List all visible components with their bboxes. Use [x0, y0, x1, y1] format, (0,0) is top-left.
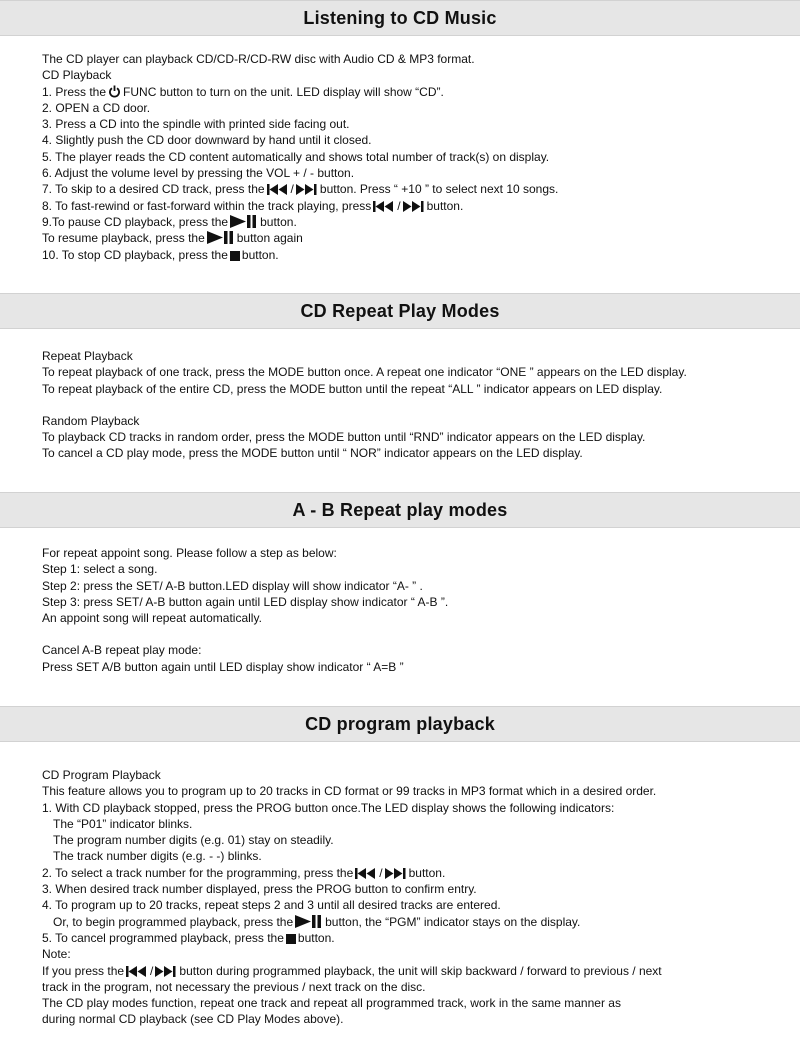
skip-forward-icon: [403, 200, 425, 216]
line-text: 9.To pause CD playback, press the: [42, 214, 229, 229]
section-body: [42, 51, 782, 263]
line-text: /: [397, 198, 401, 213]
text-line: To repeat playback of the entire CD, press the MODE button until the repeat “ALL ” indicator appears on LED display.: [42, 381, 663, 396]
line-text: button again: [236, 231, 303, 246]
text-line: The track number digits (e.g. - -) blinks.: [53, 849, 262, 864]
text-line: 2. OPEN a CD door.: [42, 100, 151, 115]
text-line: An appoint song will repeat automatically.: [42, 611, 262, 626]
paragraph-gap: [42, 626, 782, 642]
section-header: [0, 492, 800, 528]
text-line: The CD play modes function, repeat one track and repeat all programmed track, work in the same manner as: [42, 996, 621, 1011]
text-line: To cancel a CD play mode, press the MODE button until “ NOR” indicator appears on the LED display.: [42, 446, 583, 461]
text-line: The CD player can playback CD/CD-R/CD-RW disc with Audio CD & MP3 format.: [42, 52, 475, 66]
text-line: 6. Adjust the volume level by pressing the VOL + / - button.: [42, 166, 355, 181]
line-text: Or, to begin programmed playback, press the: [53, 914, 294, 929]
line-text: button, the “PGM” indicator stays on the display.: [325, 914, 581, 929]
text-line: 4. Slightly push the CD door downward by hand until it closed.: [42, 133, 372, 148]
line-text: button. Press “ +10 ” to select next 10 songs.: [319, 182, 559, 197]
text-line: [42, 230, 782, 246]
paragraph-gap: [42, 397, 782, 413]
line-text: /: [290, 182, 294, 197]
line-text: button.: [241, 247, 279, 262]
text-line: [42, 214, 782, 230]
text-line: CD Playback: [42, 68, 112, 83]
section-body: [42, 348, 782, 462]
text-line: Random Playback: [42, 413, 140, 428]
section-header: [0, 0, 800, 36]
line-text: button.: [426, 198, 464, 213]
line-text: button.: [408, 865, 446, 880]
section-title: CD Repeat Play Modes: [300, 300, 500, 321]
line-text: 1. Press the: [42, 84, 107, 99]
text-line: The “P01” indicator blinks.: [53, 816, 193, 831]
section-title: A - B Repeat play modes: [292, 499, 508, 520]
text-line: CD Program Playback: [42, 768, 161, 782]
line-text: If you press the: [42, 963, 125, 978]
text-line: Repeat Playback: [42, 349, 133, 363]
line-text: button.: [297, 930, 335, 945]
text-line: [42, 198, 782, 214]
text-line: 3. When desired track number displayed, press the PROG button to confirm entry.: [42, 882, 477, 897]
line-text: 8. To fast-rewind or fast-forward within the track playing, press: [42, 198, 372, 213]
text-line: To repeat playback of one track, press the MODE button once. A repeat one indicator “ONE ” appears on the LED display.: [42, 365, 687, 380]
section-title: Listening to CD Music: [303, 7, 497, 28]
section-header: [0, 706, 800, 742]
stop-icon: [286, 932, 296, 948]
text-line: 5. The player reads the CD content automatically and shows total number of track(s) on display.: [42, 149, 550, 164]
line-text: 10. To stop CD playback, press the: [42, 247, 228, 262]
text-line: This feature allows you to program up to 20 tracks in CD format or 99 tracks in MP3 format which in a desired order.: [42, 784, 657, 799]
text-line: [42, 930, 782, 946]
text-line: For repeat appoint song. Please follow a step as below:: [42, 546, 337, 560]
text-line: [42, 914, 782, 930]
line-text: To resume playback, press the: [42, 231, 205, 246]
line-text: button during programmed playback, the unit will skip backward / forward to previous / next: [179, 963, 662, 978]
text-line: [42, 84, 782, 100]
line-text: FUNC button to turn on the unit. LED display will show “CD”.: [123, 84, 444, 99]
text-line: [42, 247, 782, 263]
text-line: [42, 963, 782, 979]
text-line: track in the program, not necessary the previous / next track on the disc.: [42, 979, 426, 994]
text-line: Step 3: press SET/ A-B button again until LED display show indicator “ A-B ”.: [42, 594, 449, 609]
section-body: [42, 545, 782, 675]
section-title: CD program playback: [305, 713, 495, 734]
stop-icon: [230, 249, 240, 265]
section-header: [0, 293, 800, 329]
text-line: during normal CD playback (see CD Play Modes above).: [42, 1012, 344, 1027]
play-pause-icon: [207, 231, 235, 248]
text-line: Step 1: select a song.: [42, 562, 158, 577]
text-line: 4. To program up to 20 tracks, repeat steps 2 and 3 until all desired tracks are entered.: [42, 898, 501, 913]
line-text: /: [379, 865, 383, 880]
text-line: Press SET A/B button again until LED display show indicator “ A=B ”: [42, 659, 404, 674]
text-line: The program number digits (e.g. 01) stay on steadily.: [53, 833, 334, 848]
text-line: [42, 181, 782, 197]
line-text: 2. To select a track number for the programming, press the: [42, 865, 354, 880]
line-text: button.: [260, 214, 297, 229]
text-line: To playback CD tracks in random order, press the MODE button until “RND” indicator appears on the LED display.: [42, 430, 646, 445]
text-line: Cancel A-B repeat play mode:: [42, 643, 202, 658]
section-body: [42, 767, 782, 1028]
text-line: Note:: [42, 947, 71, 962]
line-text: /: [150, 963, 154, 978]
text-line: Step 2: press the SET/ A-B button.LED display will show indicator “A- ” .: [42, 578, 423, 593]
line-text: 7. To skip to a desired CD track, press the: [42, 182, 265, 197]
text-line: 3. Press a CD into the spindle with printed side facing out.: [42, 117, 350, 132]
skip-back-icon: [373, 200, 395, 216]
text-line: [42, 865, 782, 881]
text-line: 1. With CD playback stopped, press the PROG button once.The LED display shows the following indicators:: [42, 800, 615, 815]
line-text: 5. To cancel programmed playback, press the: [42, 930, 284, 945]
